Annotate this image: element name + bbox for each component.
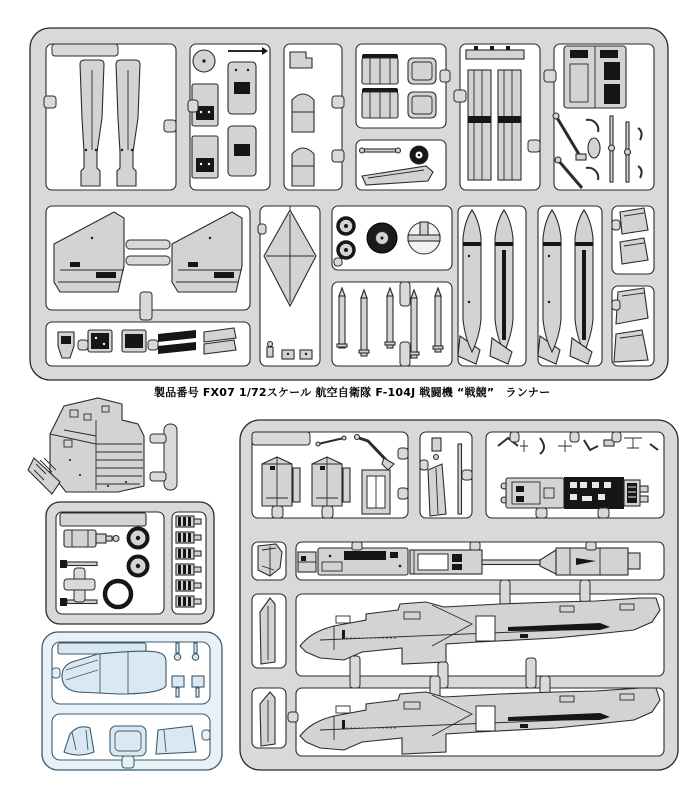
runner-caption: 製品番号 FX07 1/72スケール 航空自衛隊 F-104J 戦闘機 “戦競” ランナー [154,386,551,399]
small-detail-sprue-B [46,502,214,624]
main-fuselage-sprue-C [240,420,678,770]
ring-part [105,581,131,607]
canopy-rear-part [156,726,196,754]
sprue-frame-A [30,28,668,380]
clear-parts-sprue [42,632,222,770]
runner-bracket [150,424,177,490]
aft-fuselage-section-part [28,398,177,494]
